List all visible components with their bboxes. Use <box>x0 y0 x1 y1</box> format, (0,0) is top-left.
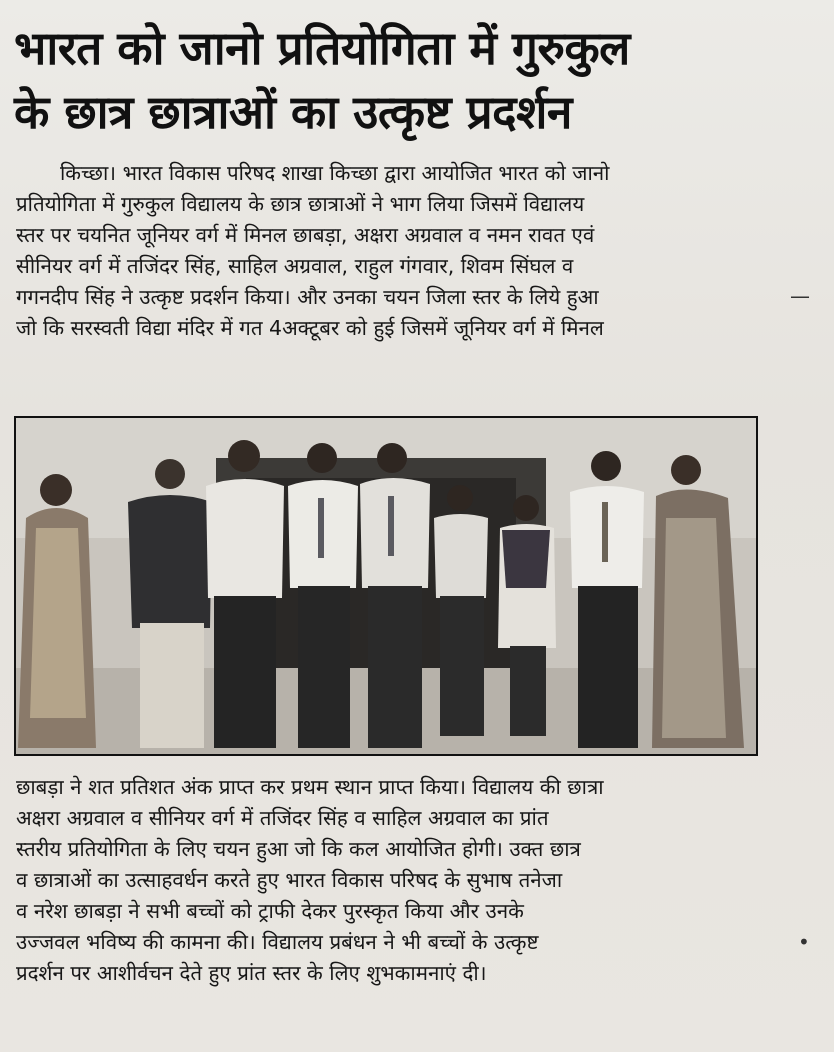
body-line: किच्छा। भारत विकास परिषद शाखा किच्छा द्वारा आयोजित भारत को जानो <box>60 161 610 185</box>
body-line: जो कि सरस्वती विद्या मंदिर में गत 4अक्टूबर को हुई जिसमें जूनियर वर्ग में मिनल <box>16 316 604 340</box>
body-line: प्रदर्शन पर आशीर्वचन देते हुए प्रांत स्तर के लिए शुभकामनाएं दी। <box>16 961 487 985</box>
body-line: व नरेश छाबड़ा ने सभी बच्चों को ट्राफी देकर पुरस्कृत किया और उनके <box>16 899 524 923</box>
body-line: प्रतियोगिता में गुरुकुल विद्यालय के छात्र छात्राओं ने भाग लिया जिसमें विद्यालय <box>16 192 585 216</box>
group-photo-illustration <box>16 418 756 754</box>
article-body-lower <box>16 772 768 989</box>
body-line: अक्षरा अग्रवाल व सीनियर वर्ग में तजिंदर सिंह व साहिल अग्रवाल का प्रांत <box>16 806 549 830</box>
body-line: स्तरीय प्रतियोगिता के लिए चयन हुआ जो कि कल आयोजित होगी। उक्त छात्र <box>16 837 581 861</box>
headline-line-2: के छात्र छात्राओं का उत्कृष्ट प्रदर्शन <box>14 85 572 139</box>
body-line: व छात्राओं का उत्साहवर्धन करते हुए भारत विकास परिषद के सुभाष तनेजा <box>16 868 563 892</box>
body-line: सीनियर वर्ग में तजिंदर सिंह, साहिल अग्रवाल, राहुल गंगवार, शिवम सिंघल व <box>16 254 574 278</box>
body-line: छाबड़ा ने शत प्रतिशत अंक प्राप्त कर प्रथम स्थान प्राप्त किया। विद्यालय की छात्रा <box>16 775 604 799</box>
group-photo <box>14 416 758 756</box>
article-body-upper <box>16 158 768 344</box>
body-line: उज्जवल भविष्य की कामना की। विद्यालय प्रबंधन ने भी बच्चों के उत्कृष्ट <box>16 930 539 954</box>
margin-dot-mark: • <box>798 930 810 954</box>
margin-dash-mark: — <box>790 284 810 308</box>
article-headline <box>14 16 774 144</box>
body-line: गगनदीप सिंह ने उत्कृष्ट प्रदर्शन किया। और उनका चयन जिला स्तर के लिये हुआ <box>16 285 599 309</box>
body-line: स्तर पर चयनित जूनियर वर्ग में मिनल छाबड़ा, अक्षरा अग्रवाल व नमन रावत एवं <box>16 223 595 247</box>
headline-line-1: भारत को जानो प्रतियोगिता में गुरुकुल <box>14 21 630 75</box>
